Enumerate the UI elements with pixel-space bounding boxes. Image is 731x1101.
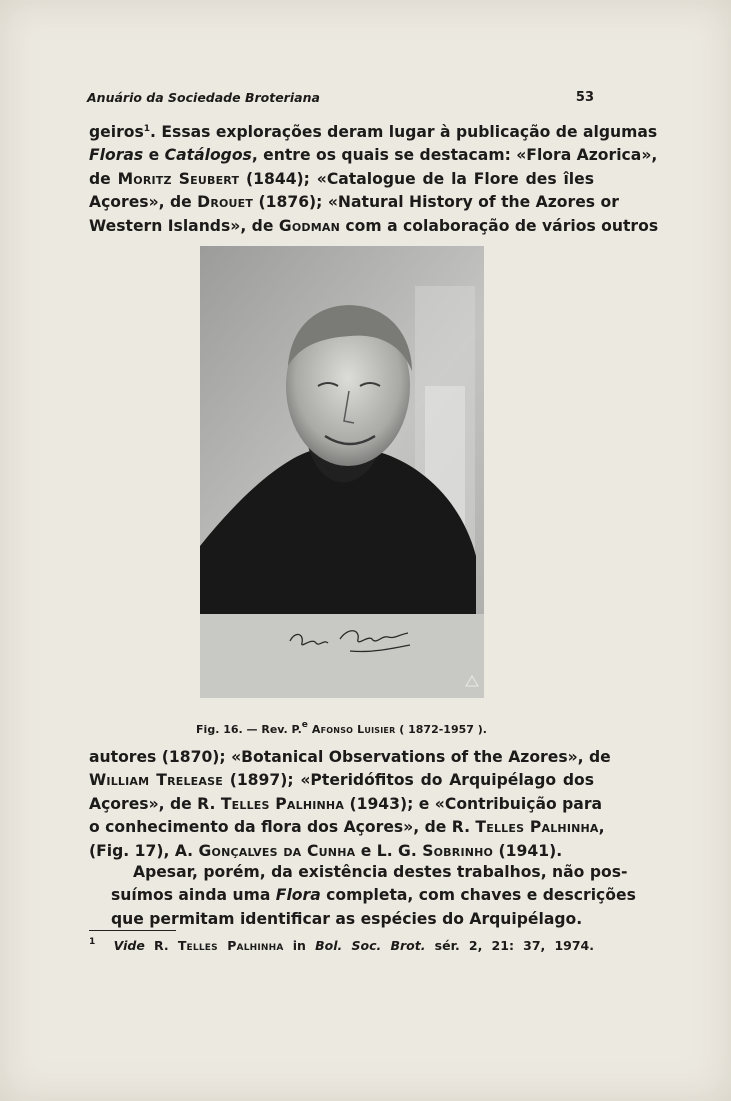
text-line: Apesar, porém, da existência destes trabalhos, não pos- [133,863,628,881]
paragraph-top [89,118,659,238]
portrait-image [200,246,484,698]
text-line: Açores», de R. Telles Palhinha (1943); e «Contribuição para [89,794,603,813]
text-line: William Trelease (1897); «Pteridófitos do Arquipélago dos [89,771,594,790]
text-line: que permitam identificar as espécies do Arquipélago. [111,909,583,928]
portrait-photograph [200,246,484,698]
page-number: 53 [575,90,594,105]
text-line: Floras e Catálogos, entre os quais se destacam: «Flora Azorica», [89,146,658,165]
footnote-marker: 1 [89,937,96,947]
text-line: de Moritz Seubert (1844); «Catalogue de la Flore des îles [89,169,594,188]
page-header [87,90,594,110]
text-line: o conhecimento da flora dos Açores», de R. Telles Palhinha, [89,818,605,837]
paragraph-middle [89,746,611,863]
running-head: Anuário da Sociedade Broteriana [87,90,320,105]
figure-caption: Fig. 16. — Rev. P.$^e$ Afonso Luisier ( 1872-1957 ). [196,720,487,736]
text-line: geiros$^1$. Essas explorações deram lugar à publicação de algumas [89,123,658,141]
text-line: Western Islands», de Godman com a colaboração de vários outros [89,216,659,235]
footnote-ref[interactable]: 1 [143,124,151,134]
text-line: suímos ainda uma Flora completa, com chaves e descrições [111,886,636,905]
text-line: (Fig. 17), A. Gonçalves da Cunha e L. G. Sobrinho (1941). [89,841,563,860]
paragraph-bottom [89,861,636,931]
text-line: Açores», de Drouet (1876); «Natural History of the Azores or [89,193,619,212]
footnote-divider [89,930,176,931]
text-line: autores (1870); «Botanical Observations of the Azores», de [89,748,611,766]
footnote: $^1$ Vide R. Telles Palhinha in Bol. Soc. Brot. sér. 2, 21: 37, 1974. [89,937,595,953]
